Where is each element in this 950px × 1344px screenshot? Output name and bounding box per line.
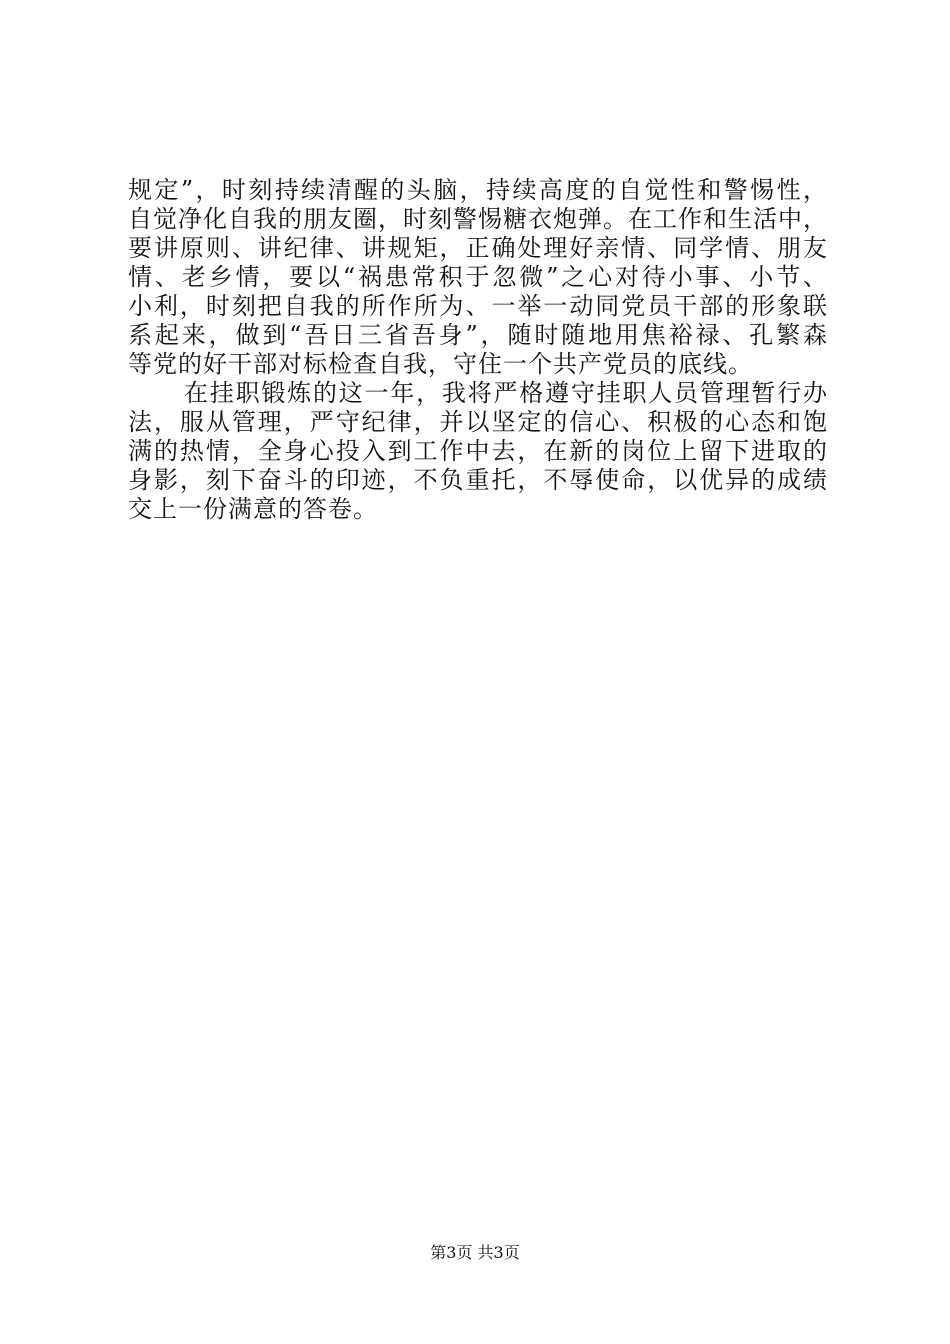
page-footer: 第3页 共3页 (430, 1243, 520, 1262)
paragraph (128, 176, 828, 379)
text-line: 要讲原则、讲纪律、讲规矩，正确处理好亲情、同学情、朋友 (128, 234, 828, 262)
text-line: 交上一份满意的答卷。 (128, 495, 378, 523)
text-line: 法，服从管理，严守纪律，并以坚定的信心、积极的心态和饱 (128, 408, 828, 436)
text-line: 情、老乡情，要以“祸患常积于忽微”之心对待小事、小节、 (128, 263, 828, 291)
text-line: 系起来，做到“吾日三省吾身”，随时随地用焦裕禄、孔繁森 (128, 321, 828, 349)
paragraph (128, 379, 828, 524)
text-line: 等党的好干部对标检查自我，守住一个共产党员的底线。 (128, 350, 753, 378)
text-line: 满的热情，全身心投入到工作中去，在新的岗位上留下进取的 (128, 437, 828, 465)
text-line: 自觉净化自我的朋友圈，时刻警惕糖衣炮弹。在工作和生活中， (128, 205, 828, 233)
text-line: 规定”，时刻持续清醒的头脑，持续高度的自觉性和警惕性， (128, 176, 828, 204)
text-line: 身影，刻下奋斗的印迹，不负重托，不辱使命，以优异的成绩 (128, 466, 828, 494)
text-line: 在挂职锻炼的这一年，我将严格遵守挂职人员管理暂行办 (184, 379, 828, 407)
document-body (128, 176, 828, 524)
text-line: 小利，时刻把自我的所作所为、一举一动同党员干部的形象联 (128, 292, 828, 320)
